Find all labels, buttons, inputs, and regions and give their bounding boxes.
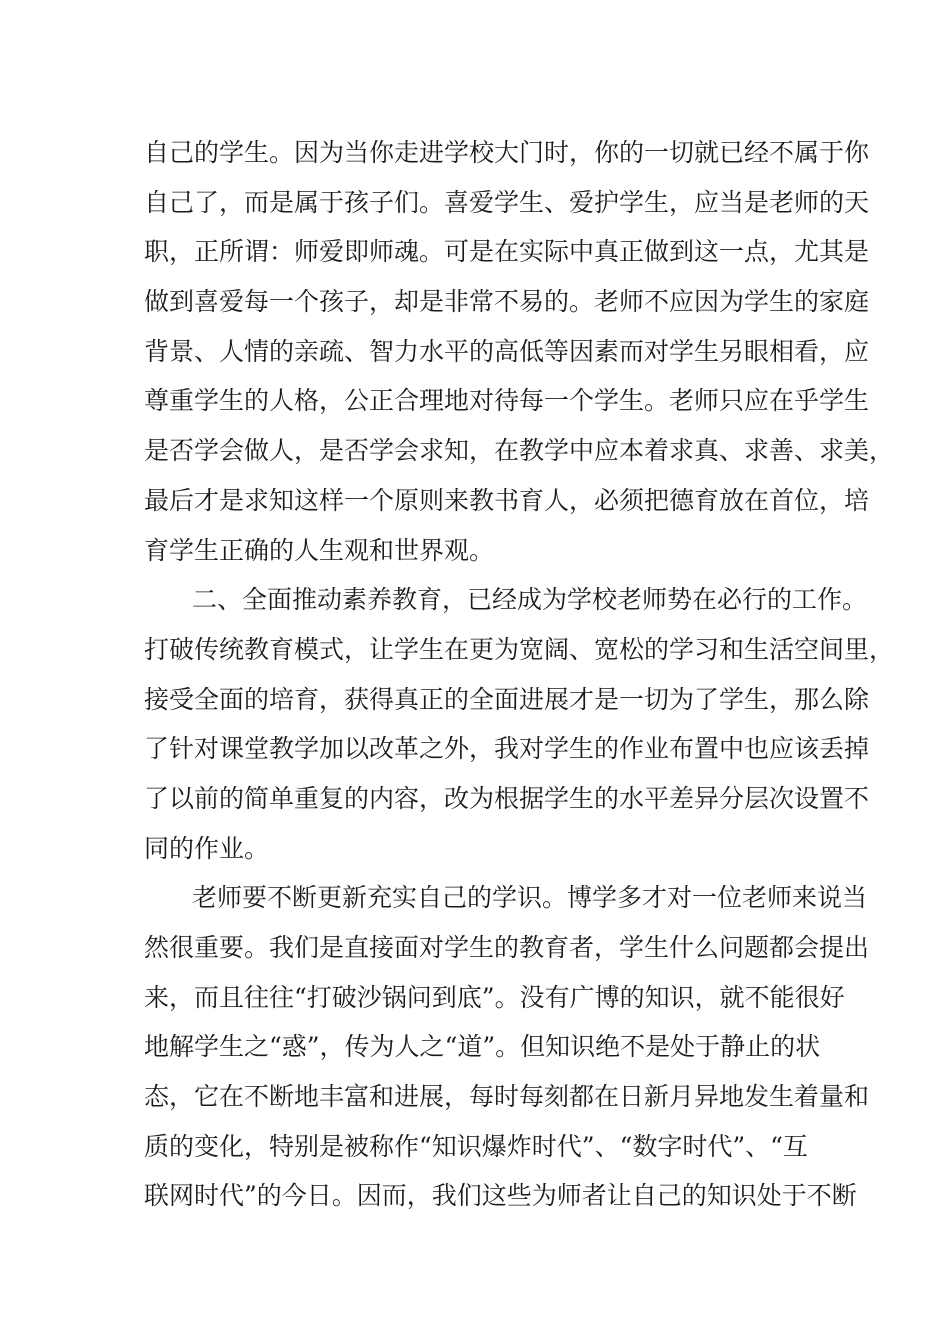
text-line: 然很重要。我们是直接面对学生的教育者，学生什么问题都会提出 [144,933,870,962]
text-line: 联网时代”的今日。因而，我们这些为师者让自己的知识处于不断 [144,1181,857,1211]
text-line: 老师要不断更新充实自己的学识。博学多才对一位老师来说当 [192,883,868,913]
text-line: 自己的学生。因为当你走进学校大门时，你的一切就已经不属于你 [144,138,870,167]
text-line: 地解学生之“惑”，传为人之“道”。但知识绝不是处于静止的状 [144,1032,821,1062]
text-line: 了以前的简单重复的内容，改为根据学生的水平差异分层次设置不 [144,783,870,813]
text-line: 背景、人情的亲疏、智力水平的高低等因素而对学生另眼相看，应 [144,336,870,366]
text-line: 接受全面的培育，获得真正的全面进展才是一切为了学生，那么除 [144,684,870,714]
text-line: 质的变化，特别是被称作“知识爆炸时代”、“数字时代”、“互 [144,1131,808,1161]
text-line: 自己了，而是属于孩子们。喜爱学生、爱护学生，应当是老师的天 [144,187,870,217]
text-line: 做到喜爱每一个孩子，却是非常不易的。老师不应因为学生的家庭 [144,287,870,317]
paragraph-3 [144,873,870,1221]
text-line: 态，它在不断地丰富和进展，每时每刻都在日新月异地发生着量和 [144,1082,870,1112]
text-line: 职，正所谓：师爱即师魂。可是在实际中真正做到这一点，尤其是 [144,237,870,267]
text-line: 尊重学生的人格，公正合理地对待每一个学生。老师只应在乎学生 [144,386,870,416]
paragraph-1 [144,128,895,575]
text-line: 了针对课堂教学加以改革之外，我对学生的作业布置中也应该丢掉 [144,734,870,764]
text-line: 育学生正确的人生观和世界观。 [144,535,495,565]
text-line: 二、全面推动素养教育，已经成为学校老师势在必行的工作。 [192,585,868,615]
body-text [144,128,895,1221]
text-line: 是否学会做人，是否学会求知，在教学中应本着求真、求善、求美， [144,436,895,466]
text-line: 打破传统教育模式，让学生在更为宽阔、宽松的学习和生活空间里， [144,634,895,664]
text-line: 最后才是求知这样一个原则来教书育人，必须把德育放在首位，培 [144,485,870,515]
paragraph-2 [144,575,895,873]
text-line: 来，而且往往“打破沙锅问到底”。没有广博的知识，就不能很好 [144,982,845,1012]
text-line: 同的作业。 [144,833,270,863]
